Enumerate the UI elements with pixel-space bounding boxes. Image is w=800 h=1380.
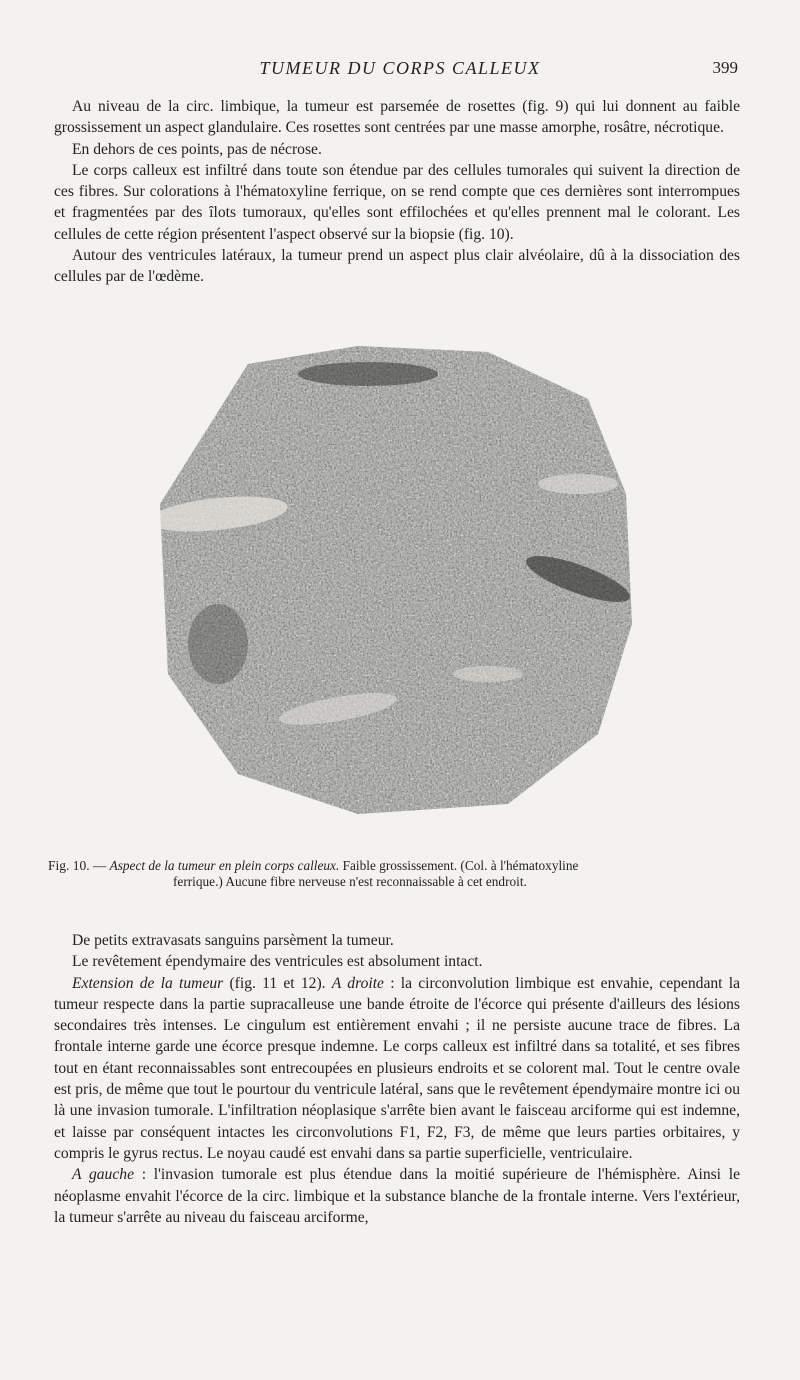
paragraph-left [54,1164,740,1228]
paragraph: Autour des ventricules latéraux, la tumeur prend un aspect plus clair alvéolaire, dû à la dissociation des cellules par de l'œdème. [54,247,740,286]
caption-label: Fig. 10. [48,858,90,873]
caption-text: Faible grossissement. (Col. à l'hématoxyline [342,858,579,873]
bottom-text [54,930,740,1228]
side-heading: A gauche [72,1166,134,1184]
paragraph: De petits extravasats sanguins parsèment la tumeur. [72,932,394,949]
caption-title: Aspect de la tumeur en plein corps calleux. [109,858,340,873]
caption-dash: — [92,858,107,873]
micrograph-figure [158,344,634,818]
paragraph-text: : la circonvolution limbique est envahie, cependant la tumeur respecte dans la partie supracalleuse une bande étroite de l'écorce qui présente d'ailleurs des lésions secondaires très intenses. Le cingulum est entièrement envahi ; il ne persiste aucune trace de fibres. La frontale interne garde une écorce presque indemne. Le corps calleux est infiltré dans sa totalité, et ses fibres tout en étant reconnaissables sont entrecoupées en plusieurs endroits et se colorent mal. Tout le centre ovale est pris, de même que tout le pourtour du ventricule latéral, sans que le revêtement épendymaire montre ici ou là une invasion tumorale. L'infiltration néoplasique s'arrête bien avant le faisceau arciforme qui est indemne, et laisse par conséquent intactes les circonvolutions F1, F2, F3, de même que leurs parties orbitaires, y compris le gyrus rectus. Le noyau caudé est envahi dans sa partie superficielle, ventriculaire. [54,974,740,1162]
top-text [54,96,740,288]
page-header [0,58,800,82]
paragraph-text: : l'invasion tumorale est plus étendue dans la moitié supérieure de l'hémisphère. Ainsi le néoplasme envahit l'écorce de la circ. limbique et la substance blanche de la frontale interne. Vers l'extérieur, la tumeur s'arrête au niveau du faisceau arciforme, [54,1166,740,1226]
page-number: 399 [712,58,738,77]
section-heading: Extension de la tumeur [72,974,224,992]
side-heading: A droite [331,974,384,992]
paragraph: Le revêtement épendymaire des ventricules est absolument intact. [72,953,483,971]
running-title: TUMEUR DU CORPS CALLEUX [259,58,541,78]
paragraph: Le corps calleux est infiltré dans toute son étendue par des cellules tumorales qui suivent la direction de ces fibres. Sur colorations à l'hématoxyline ferrique, on se rend compte que ces dernières sont interrompues et fragmentées par des îlots tumoraux, qu'elles sont effilochées et qu'elles prennent mal le colorant. Les cellules de cette région présentent l'aspect observé sur la biopsie (fig. 10). [54,161,740,243]
figure-caption [48,858,748,890]
micrograph-image [158,344,634,818]
paragraph: Au niveau de la circ. limbique, la tumeur est parsemée de rosettes (fig. 9) qui lui donnent au faible grossissement un aspect glandulaire. Ces rosettes sont centrées par une masse amorphe, rosâtre, nécrotique. [54,98,740,137]
paragraph: En dehors de ces points, pas de nécrose. [72,140,322,158]
paragraph-text: (fig. 11 et 12). [223,974,332,992]
paragraph-extension [54,973,740,1165]
caption-text-continued: ferrique.) Aucune fibre nerveuse n'est reconnaissable à cet endroit. [173,874,527,889]
